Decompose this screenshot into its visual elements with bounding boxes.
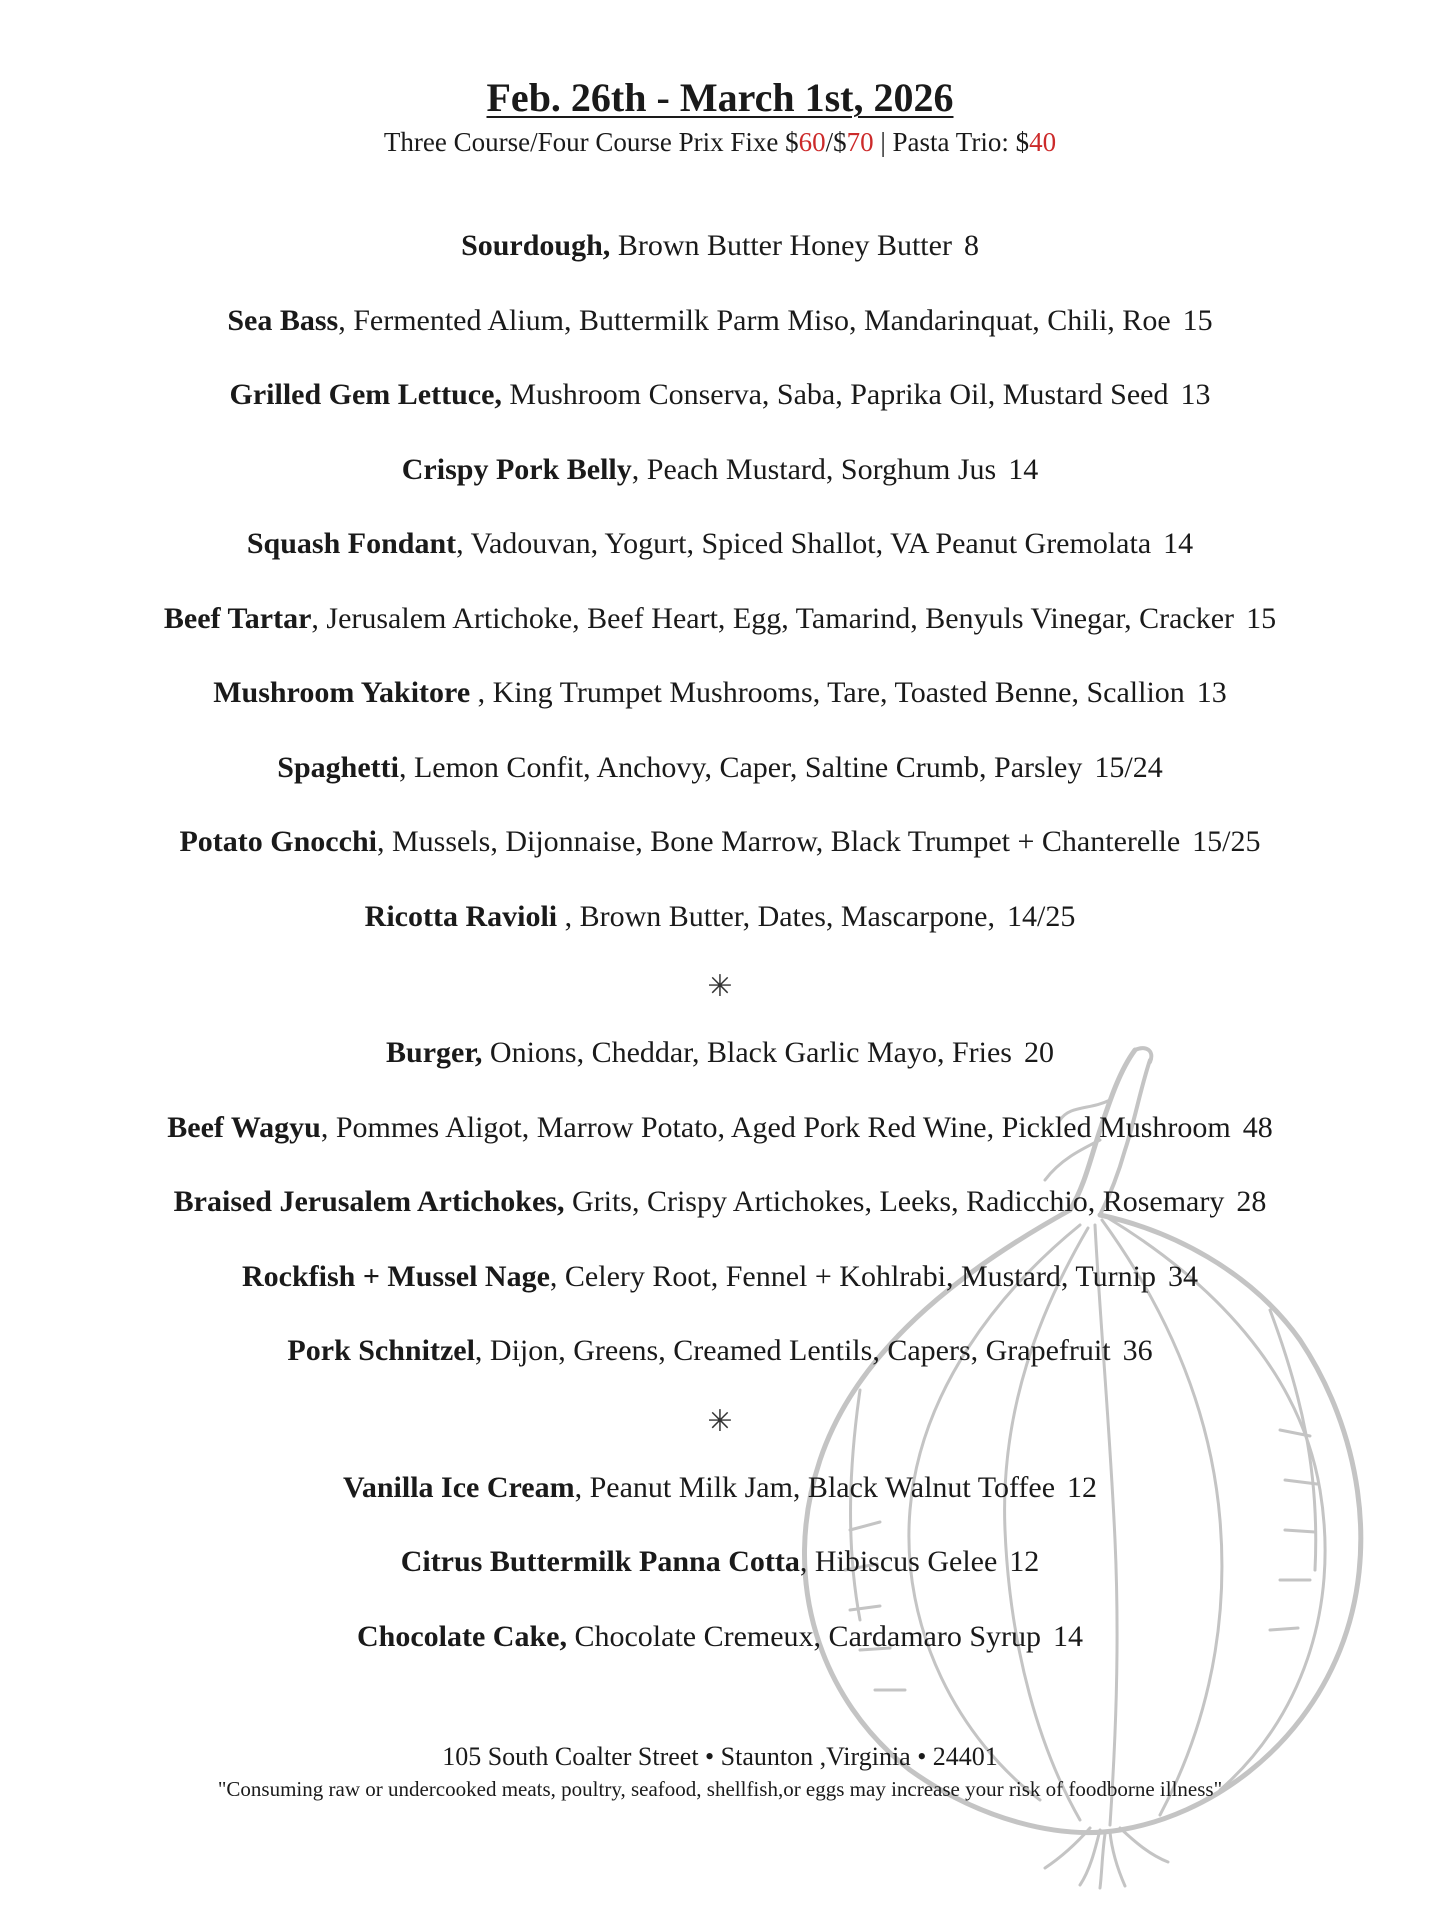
menu-item-price: 13	[1180, 378, 1211, 411]
menu-item-description: , Peach Mustard, Sorghum Jus	[631, 452, 997, 486]
menu-item-name: Crispy Pork Belly	[401, 452, 632, 486]
menu-item-description: Mushroom Conserva, Saba, Paprika Oil, Mustard Seed	[501, 378, 1169, 411]
menu-item	[0, 899, 1440, 974]
menu-item-price: 15/25	[1192, 825, 1261, 858]
menu-item-name: Sea Bass	[227, 303, 339, 337]
menu-item-price: 14	[1008, 452, 1039, 486]
menu-item-price: 12	[1067, 1470, 1098, 1504]
menu-item-description: , Lemon Confit, Anchovy, Caper, Saltine Crumb, Parsley	[398, 750, 1083, 784]
menu-item-name: Beef Tartar	[163, 601, 312, 635]
menu-item-price: 28	[1236, 1185, 1267, 1218]
starters-section	[0, 228, 1440, 973]
menu-item	[0, 452, 1440, 527]
menu-item	[0, 526, 1440, 601]
asterisk-divider-icon: ✳	[707, 969, 733, 1004]
menu-item-price: 12	[1009, 1545, 1040, 1578]
menu-item-name: Rockfish + Mussel Nage	[241, 1259, 550, 1293]
menu-date-title: Feb. 26th - March 1st, 2026	[486, 75, 954, 120]
menu-item-name: Sourdough,	[461, 229, 611, 262]
menu-item-name: Squash Fondant	[246, 527, 457, 560]
menu-item-name: Spaghetti	[277, 750, 399, 784]
menu-item	[0, 675, 1440, 750]
menu-item-price: 13	[1196, 676, 1227, 709]
menu-item-price: 14	[1163, 527, 1194, 560]
menu-item-name: Ricotta Ravioli	[364, 899, 558, 933]
menu-item-description: , Vadouvan, Yogurt, Spiced Shallot, VA Peanut Gremolata	[456, 527, 1152, 560]
menu-item-price: 14/25	[1006, 899, 1076, 933]
menu-item-name: Pork Schnitzel	[287, 1334, 475, 1367]
menu-item-description: , Brown Butter, Dates, Mascarpone,	[557, 899, 995, 933]
menu-item-description: , Mussels, Dijonnaise, Bone Marrow, Black Trumpet + Chanterelle	[376, 825, 1181, 858]
restaurant-address: 105 South Coalter Street • Staunton ,Virginia • 24401	[442, 1742, 998, 1771]
menu-item-description: Grits, Crispy Artichokes, Leeks, Radicchio, Rosemary	[564, 1185, 1225, 1218]
menu-list	[0, 228, 1440, 1693]
menu-item	[0, 1619, 1440, 1694]
menu-item-description: , Fermented Alium, Buttermilk Parm Miso, Mandarinquat, Chili, Roe	[338, 303, 1171, 337]
menu-item	[0, 1470, 1440, 1545]
menu-item-price: 20	[1023, 1036, 1054, 1069]
menu-item-description: , Hibiscus Gelee	[799, 1545, 998, 1578]
price-three-course: 60	[798, 127, 826, 157]
menu-item	[0, 1333, 1440, 1408]
menu-item-name: Grilled Gem Lettuce,	[229, 378, 502, 411]
menu-item-price: 15	[1246, 601, 1277, 635]
menu-item	[0, 601, 1440, 676]
menu-item-description: Brown Butter Honey Butter	[610, 229, 952, 262]
menu-item-price: 48	[1242, 1110, 1273, 1144]
menu-item-name: Braised Jerusalem Artichokes,	[173, 1185, 565, 1218]
menu-header	[0, 0, 1440, 160]
food-safety-disclaimer: "Consuming raw or undercooked meats, poultry, seafood, shellfish,or eggs may increase your risk of foodborne illness"	[217, 1777, 1223, 1801]
menu-item-name: Burger,	[386, 1036, 483, 1069]
menu-item-price: 36	[1122, 1334, 1153, 1367]
menu-item	[0, 1035, 1440, 1110]
menu-item-description: , King Trumpet Mushrooms, Tare, Toasted Benne, Scallion	[470, 676, 1185, 709]
menu-item	[0, 1259, 1440, 1334]
menu-item-description: , Celery Root, Fennel + Kohlrabi, Mustard, Turnip	[549, 1259, 1156, 1293]
menu-item	[0, 377, 1440, 452]
prix-fixe-label: Three Course/Four Course Prix Fixe $	[383, 127, 799, 157]
menu-item-name: Potato Gnocchi	[179, 825, 377, 858]
menu-item-price: 14	[1053, 1619, 1084, 1653]
menu-item-price: 15	[1182, 303, 1213, 337]
menu-item-description: , Jerusalem Artichoke, Beef Heart, Egg, Tamarind, Benyuls Vinegar, Cracker	[311, 601, 1235, 635]
menu-item	[0, 750, 1440, 825]
menu-item-name: Citrus Buttermilk Panna Cotta	[400, 1545, 800, 1578]
menu-item-price: 34	[1168, 1259, 1198, 1293]
price-slash: /$	[825, 127, 847, 157]
menu-item-name: Vanilla Ice Cream	[342, 1470, 575, 1504]
menu-item-price: 8	[963, 229, 979, 262]
menu-item	[0, 1544, 1440, 1619]
menu-item-description: , Pommes Aligot, Marrow Potato, Aged Pork Red Wine, Pickled Mushroom	[320, 1110, 1231, 1144]
menu-item-name: Beef Wagyu	[167, 1110, 321, 1144]
desserts-section	[0, 1470, 1440, 1694]
menu-footer	[0, 1740, 1440, 1804]
menu-item-description: Chocolate Cremeux, Cardamaro Syrup	[566, 1619, 1042, 1653]
menu-item-name: Mushroom Yakitore	[213, 676, 471, 709]
menu-item-description: , Peanut Milk Jam, Black Walnut Toffee	[574, 1470, 1056, 1504]
pasta-trio-label: | Pasta Trio: $	[873, 127, 1030, 157]
menu-item-price: 15/24	[1094, 750, 1163, 784]
menu-item	[0, 228, 1440, 303]
prix-fixe-line	[0, 124, 1440, 160]
menu-item	[0, 1110, 1440, 1185]
menu-item-description: , Dijon, Greens, Creamed Lentils, Capers, Grapefruit	[474, 1334, 1111, 1367]
price-pasta-trio: 40	[1029, 127, 1057, 157]
menu-item	[0, 824, 1440, 899]
menu-item-name: Chocolate Cake,	[356, 1619, 567, 1653]
menu-item	[0, 303, 1440, 378]
price-four-course: 70	[846, 127, 874, 157]
mains-section	[0, 1035, 1440, 1408]
asterisk-divider-icon: ✳	[707, 1403, 733, 1439]
menu-item	[0, 1184, 1440, 1259]
menu-item-description: Onions, Cheddar, Black Garlic Mayo, Fries	[482, 1036, 1012, 1069]
